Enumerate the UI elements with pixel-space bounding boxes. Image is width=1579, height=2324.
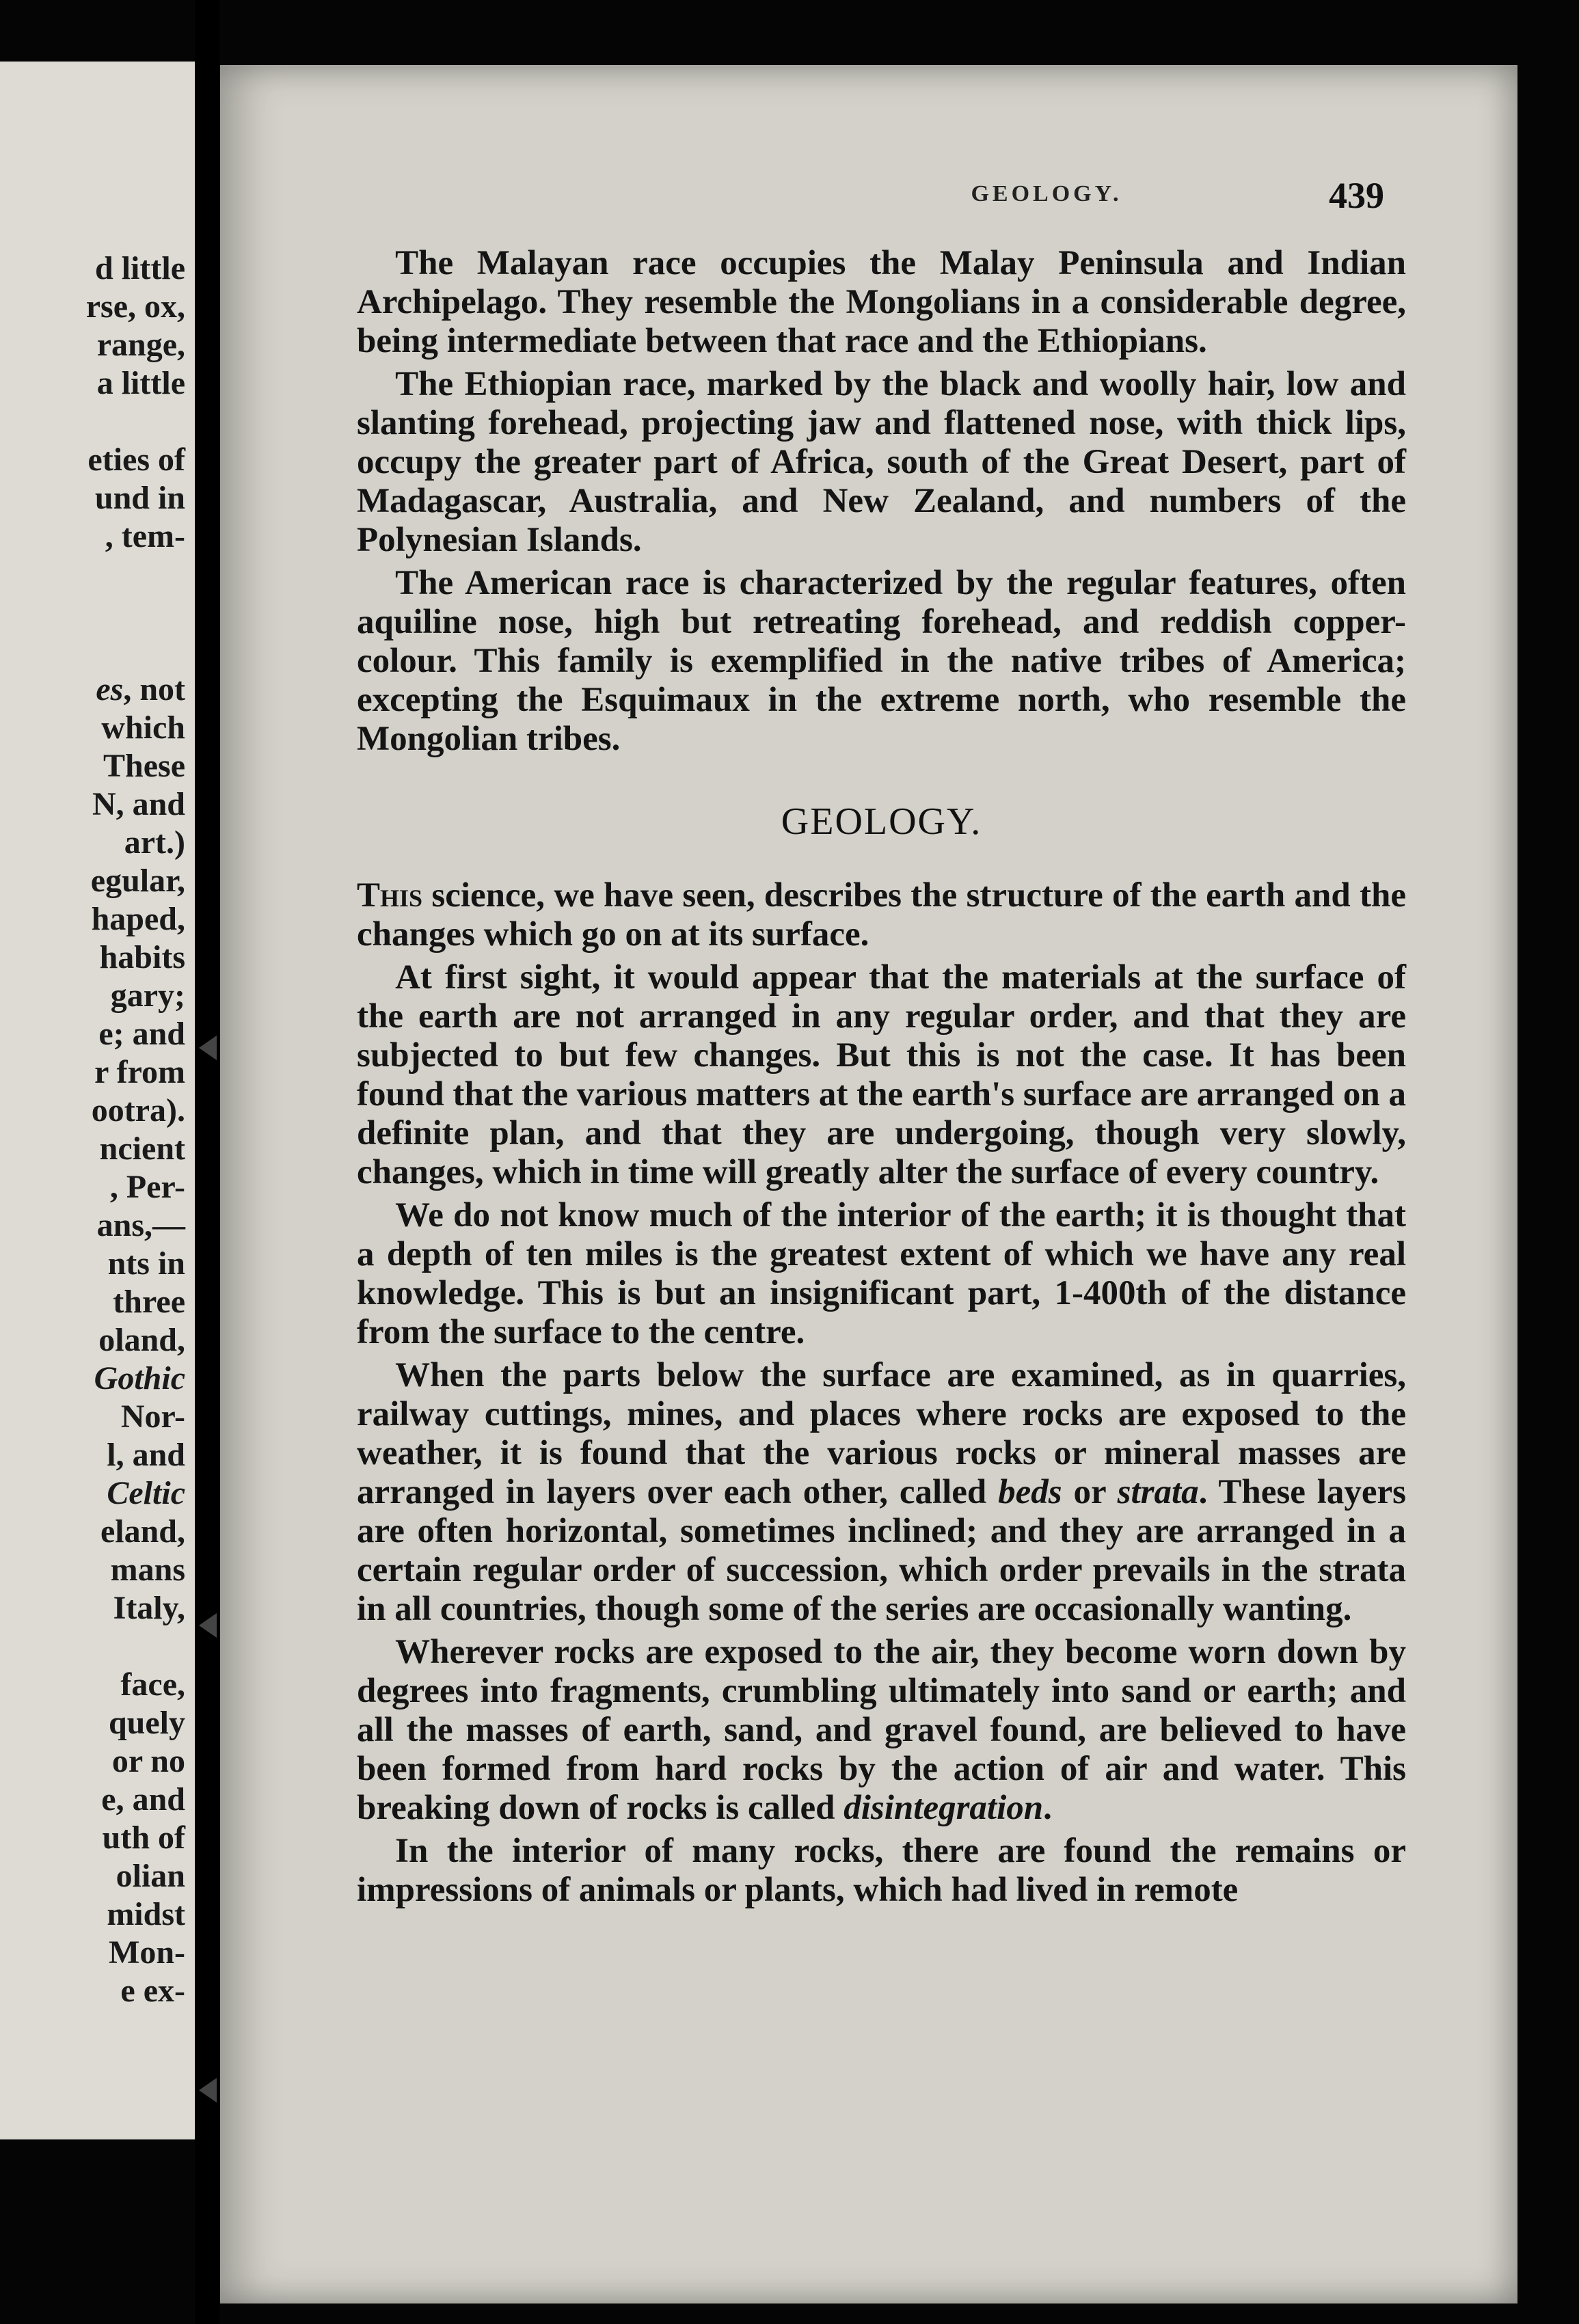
line-gap — [86, 1627, 185, 1666]
spine-mark — [199, 1613, 217, 1638]
page-number: 439 — [1329, 175, 1384, 216]
left-page-line: Nor- — [120, 1399, 185, 1435]
term-strata: strata — [1117, 1473, 1199, 1511]
left-page-line: Mon- — [109, 1934, 185, 1971]
line-gap — [86, 403, 185, 441]
left-page-line: eties of — [87, 442, 185, 478]
left-page-line: which — [101, 710, 185, 746]
paragraph-ethiopian: The Ethiopian race, marked by the black and woolly hair, low and slanting forehead, projecting jaw and flattened nose, with thick lips, occupy the greater part of Africa, south of the Great Desert, part of Madagascar, Australia, and New Zealand, and numbers of the Polynesian Islands. — [357, 365, 1406, 559]
paragraph-american: The American race is characterized by the regular features, often aquiline nose, high but retreating forehead, and reddish copper-colour. This family is exemplified in the native tribes of America; excepting the Esquimaux in the extreme north, who resemble the Mongolian tribes. — [357, 564, 1406, 758]
running-head: GEOLOGY. — [971, 181, 1122, 206]
left-page-line: art.) — [124, 824, 185, 861]
definition-text: science, we have seen, describes the structure of the earth and the changes which go on at its surface. — [357, 876, 1406, 954]
strata-text-b: . These layers are often horizontal, sometimes inclined; and they are arranged in a certain regular order of succession, which order prevails in the strata in all countries, though some of the series are occasionally wanting. — [357, 1473, 1407, 1628]
left-page-line: midst — [107, 1896, 185, 1932]
left-page-line: Gothic — [94, 1360, 185, 1396]
paragraph-disintegration — [357, 1633, 1406, 1828]
page-header — [576, 175, 1517, 222]
left-page-line: These — [103, 748, 185, 784]
left-page-line: es, not — [96, 671, 185, 707]
left-page-line: e ex- — [120, 1973, 185, 2009]
line-gap — [86, 594, 185, 632]
spine-mark — [199, 2078, 217, 2103]
left-page-line: e, and — [101, 1781, 185, 1818]
spine-mark — [199, 1036, 217, 1060]
body-text — [357, 244, 1406, 1914]
section-title: GEOLOGY. — [781, 800, 982, 843]
left-page-line: ootra). — [91, 1092, 185, 1129]
left-page-line: Italy, — [113, 1590, 185, 1626]
left-page-line: egular, — [90, 863, 185, 899]
left-page-line: l, and — [107, 1437, 185, 1473]
left-page-line: gary; — [110, 977, 185, 1014]
left-page-text — [86, 249, 185, 2010]
left-page-line: d little — [95, 250, 185, 286]
left-page-line: und in — [94, 480, 185, 516]
left-page-line: three — [113, 1284, 185, 1320]
left-page-line: ncient — [99, 1131, 185, 1167]
term-beds: beds — [998, 1473, 1062, 1511]
left-page-line: a little — [96, 365, 185, 401]
left-page-line: uth of — [102, 1820, 185, 1856]
left-page-line: olian — [116, 1858, 185, 1894]
left-page-line: r from — [94, 1054, 185, 1090]
book-spine — [195, 0, 219, 2324]
paragraph-definition — [357, 876, 1406, 954]
paragraph-malayan: The Malayan race occupies the Malay Peninsula and Indian Archipelago. They resemble the Mongolians in a considerable degree, being intermediate between that race and the Ethiopians. — [357, 244, 1406, 360]
left-page-line: haped, — [91, 901, 185, 937]
disintegration-text-a: Wherever rocks are exposed to the air, they become worn down by degrees into fragments, crumbling ultimately into sand or earth; and all the masses of earth, sand, and gravel found, are believed to have been formed from hard rocks by the action of air and water. This breaking down of rocks is called — [357, 1633, 1406, 1827]
left-page-line: N, and — [92, 786, 185, 822]
left-page-line: oland, — [98, 1322, 185, 1358]
left-page-line: face, — [120, 1666, 185, 1703]
right-page — [220, 65, 1517, 2303]
paragraph-interior: We do not know much of the interior of the earth; it is thought that a depth of ten miles is the greatest extent of which we have any real knowledge. This is but an insignificant part, 1-400th of the distance from the surface to the centre. — [357, 1196, 1406, 1351]
left-page-line: Celtic — [107, 1475, 185, 1511]
left-page-fragment — [0, 62, 195, 2139]
left-page-line: rse, ox, — [85, 288, 185, 325]
left-page-line: eland, — [100, 1513, 185, 1550]
left-page-line: e; and — [98, 1016, 185, 1052]
term-disintegration: disintegration — [844, 1789, 1044, 1827]
line-gap — [86, 632, 185, 671]
left-page-line: , Per- — [109, 1169, 185, 1205]
strata-text-a: When the parts below the surface are examined, as in quarries, railway cuttings, mines, and places where rocks are exposed to the weather, it is found that the various rocks or mineral masses are arranged in layers over each other, called — [357, 1356, 1406, 1511]
line-gap — [86, 556, 185, 594]
left-page-line: , tem- — [105, 518, 185, 554]
left-page-line: range, — [96, 327, 185, 363]
paragraph-first-sight: At first sight, it would appear that the materials at the surface of the earth are not arranged in any regular order, and that they are subjected to but few changes. But this is not the case. It has been found that the various matters at the earth's surface are arranged on a definite plan, and that they are undergoing, though very slowly, changes, which in time will greatly alter the surface of every country. — [357, 958, 1406, 1191]
paragraph-strata — [357, 1356, 1406, 1629]
left-page-line: mans — [110, 1552, 185, 1588]
strata-text-or: or — [1062, 1473, 1118, 1511]
left-page-line: nts in — [107, 1245, 185, 1282]
paragraph-fossils: In the interior of many rocks, there are found the remains or impressions of animals or plants, which had lived in remote — [357, 1832, 1406, 1909]
left-page-line: or no — [111, 1743, 185, 1779]
lead-word: This — [357, 876, 423, 915]
left-page-line: quely — [108, 1705, 185, 1741]
left-page-line: ans,— — [96, 1207, 185, 1243]
disintegration-text-b: . — [1043, 1789, 1052, 1827]
left-page-line: habits — [99, 939, 185, 975]
